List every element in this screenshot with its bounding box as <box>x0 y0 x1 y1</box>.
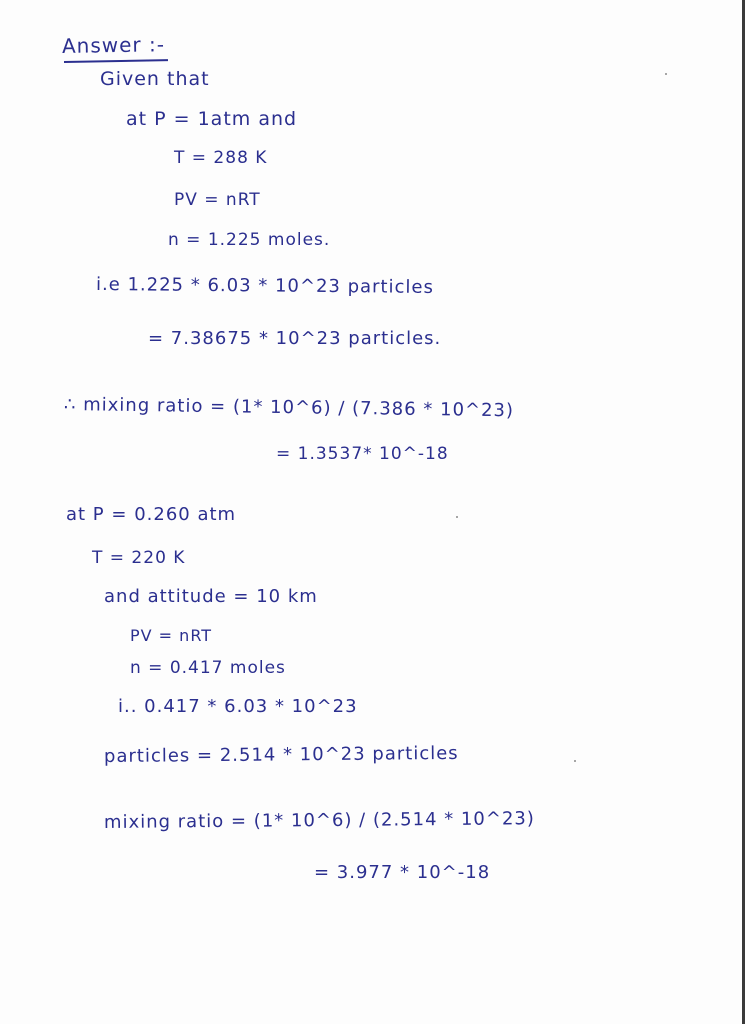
part2-pressure-condition: at P = 0.260 atm <box>66 504 237 525</box>
part1-moles: n = 1.225 moles. <box>168 230 331 250</box>
scan-speck <box>456 516 458 518</box>
part2-particles-result: particles = 2.514 * 10^23 particles <box>103 742 459 767</box>
answer-heading-underline <box>64 59 168 63</box>
part2-mixing-ratio-result: = 3.977 * 10^-18 <box>314 862 491 883</box>
part1-mixing-ratio-result: = 1.3537* 10^-18 <box>276 444 449 464</box>
scan-speck <box>574 760 576 762</box>
part1-mixing-ratio-expression: ∴ mixing ratio = (1* 10^6) / (7.386 * 10^23) <box>63 394 515 422</box>
part2-altitude: and attitude = 10 km <box>104 586 318 607</box>
part1-particles-calculation: i.e 1.225 * 6.03 * 10^23 particles <box>95 274 434 298</box>
given-that: Given that <box>100 68 210 90</box>
part2-temperature: T = 220 K <box>92 548 186 568</box>
part2-gas-law: PV = nRT <box>130 626 213 645</box>
part1-gas-law: PV = nRT <box>174 190 261 210</box>
part2-mixing-ratio-expression: mixing ratio = (1* 10^6) / (2.514 * 10^23) <box>103 808 535 833</box>
part1-particles-result: = 7.38675 * 10^23 particles. <box>148 328 442 349</box>
answer-heading: Answer :- <box>61 32 166 58</box>
part2-moles: n = 0.417 moles <box>130 658 286 678</box>
part1-pressure-condition: at P = 1atm and <box>126 108 298 130</box>
part2-particles-calculation: i.. 0.417 * 6.03 * 10^23 <box>118 696 358 717</box>
scan-speck <box>665 73 667 75</box>
part1-temperature: T = 288 K <box>174 148 268 168</box>
